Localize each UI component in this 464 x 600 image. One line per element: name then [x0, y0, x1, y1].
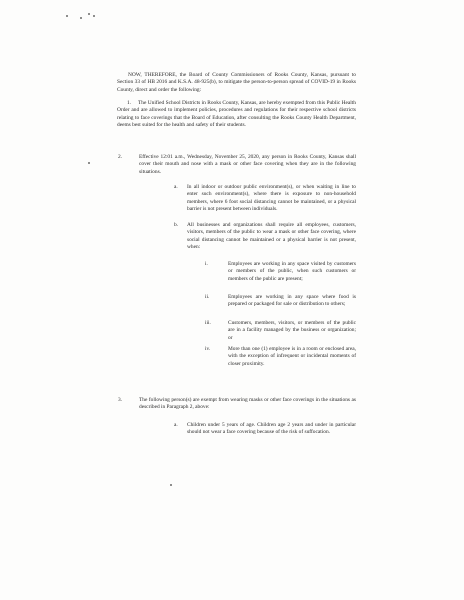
paragraph-3a-number: a.	[174, 422, 178, 428]
paragraph-3-number: 3.	[118, 397, 123, 403]
paragraph-2: Effective 12:01 a.m., Wednesday, November 25, 2020, any person in Rooks County, Kansas shall cover their mouth and nose with a mask or other face covering when they are in the following situations.	[139, 154, 356, 175]
scan-speck	[170, 484, 172, 486]
paragraph-2b-i-number: i.	[205, 261, 208, 267]
paragraph-2b-ii-number: ii.	[205, 294, 210, 300]
paragraph-2b-ii: Employees are working in any space where food is prepared or packaged for sale or distribution to others;	[228, 294, 356, 308]
paragraph-2b-iv-number: iv.	[205, 346, 211, 352]
paragraph-1-text: The Unified School Districts in Rooks County, Kansas, are hereby exempted from this Public Health Order and are allowed to implement policies, procedures and regulations for their respective school districts relating to face coverings that the Board of Education, after consulting the Rooks County Health Department, deems best suited for the health and safety of their students.	[117, 100, 356, 129]
paragraph-2-number: 2.	[118, 154, 123, 160]
paragraph-1	[117, 100, 356, 130]
paragraph-3: The following person(s) are exempt from wearing masks or other face coverings in the situations as described in Paragraph 2, above:	[139, 397, 356, 411]
scan-speck	[66, 15, 68, 17]
paragraph-2b: All businesses and organizations shall require all employees, customers, visitors, members of the public to wear a mask or other face covering, where social distancing cannot be maintained or a physical barrier is not present, when:	[187, 222, 356, 251]
paragraph-2b-number: b.	[174, 222, 179, 228]
paragraph-2b-iii: Customers, members, visitors, or members of the public are in a facility managed by the business or organization; or	[228, 320, 356, 341]
paragraph-2b-iii-number: iii.	[205, 320, 211, 326]
scan-speck	[80, 17, 82, 19]
paragraph-2a: In all indoor or outdoor public environment(s), or when waiting in line to enter such environment(s), where there is exposure to non-household members, where 6 foot social distancing cannot be maintained, or a physical barrier is not present between individuals.	[187, 184, 356, 213]
scan-speck	[88, 162, 90, 164]
paragraph-3a: Children under 5 years of age. Children age 2 years and under in particular should not wear a face covering because of the risk of suffocation.	[187, 422, 356, 436]
paragraph-2b-iv: More than one (1) employee is in a room or enclosed area, with the exception of infrequent or incidental moments of closer proximity.	[228, 346, 356, 367]
scan-speck	[93, 15, 95, 17]
scan-speck	[88, 13, 90, 15]
paragraph-1-number: 1.	[127, 100, 132, 106]
intro-paragraph: NOW, THEREFORE, the Board of County Commissioners of Rooks County, Kansas, pursuant to Section 33 of HB 2016 and K.S.A. 48-925(b), to mitigate the person-to-person spread of COVID-19 in Rooks County, direct and order the following:	[117, 72, 356, 93]
paragraph-2b-i: Employees are working in any space visited by customers or members of the public, when such customers or members of the public are present;	[228, 261, 356, 282]
paragraph-2a-number: a.	[174, 184, 178, 190]
